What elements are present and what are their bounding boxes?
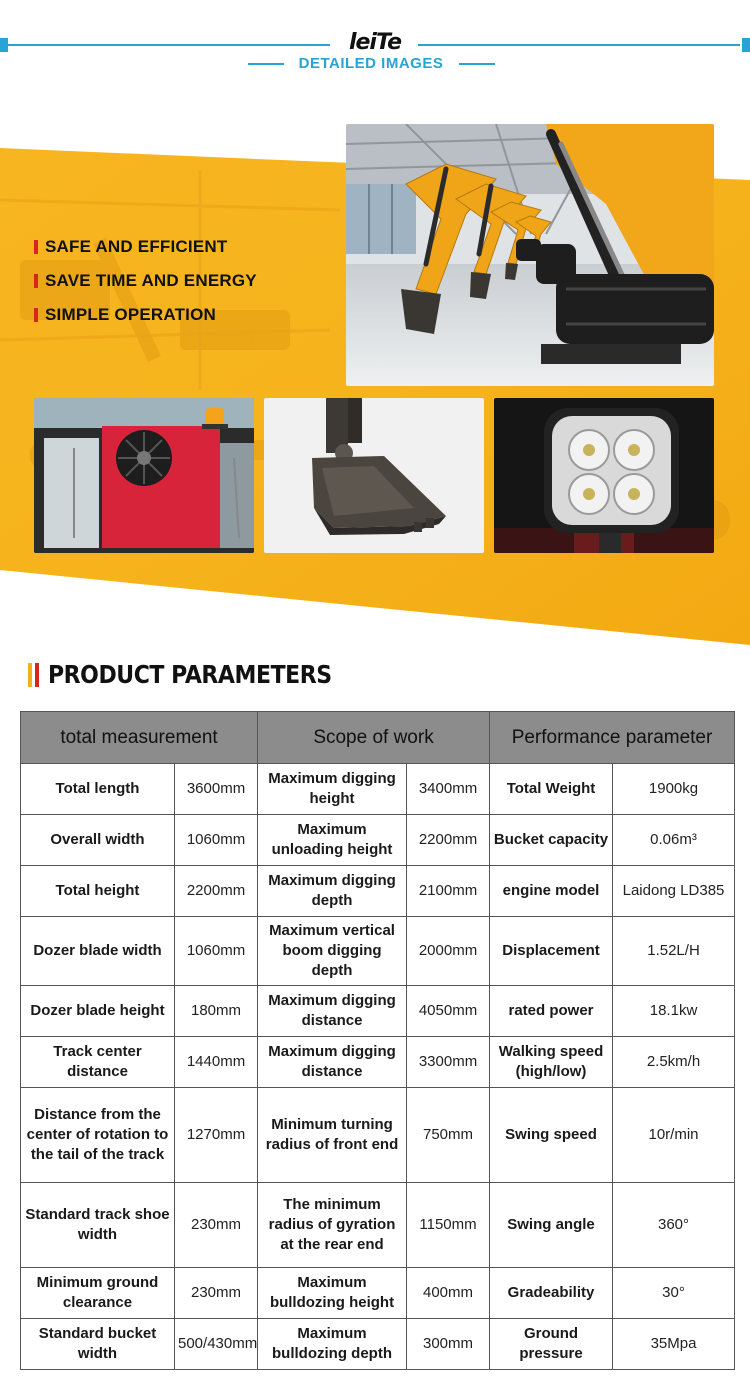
- table-cell: engine model: [490, 866, 613, 917]
- table-row: [21, 1319, 735, 1370]
- table-cell: 1150mm: [407, 1183, 490, 1268]
- feature-item: [34, 230, 324, 264]
- table-cell: Minimum ground clearance: [21, 1268, 175, 1319]
- heading-bar-yellow: [28, 663, 32, 687]
- table-cell: 1060mm: [175, 917, 258, 986]
- table-cell: 1060mm: [175, 815, 258, 866]
- table-cell: 10r/min: [613, 1088, 735, 1183]
- table-cell: Walking speed (high/low): [490, 1037, 613, 1088]
- feature-marker: [34, 308, 38, 322]
- table-cell: 2200mm: [407, 815, 490, 866]
- table-cell: Maximum bulldozing depth: [258, 1319, 407, 1370]
- header-scope-of-work: Scope of work: [258, 712, 490, 764]
- header-line-right: [418, 44, 740, 46]
- work-light-photo: [494, 398, 714, 553]
- feature-text: SAVE TIME AND ENERGY: [45, 271, 257, 290]
- table-cell: Swing angle: [490, 1183, 613, 1268]
- table-cell: Total Weight: [490, 764, 613, 815]
- table-cell: Maximum digging height: [258, 764, 407, 815]
- table-cell: 1.52L/H: [613, 917, 735, 986]
- feature-text: SAFE AND EFFICIENT: [45, 237, 228, 256]
- table-cell: Total height: [21, 866, 175, 917]
- header-line-cap-left: [0, 38, 8, 52]
- table-cell: 1270mm: [175, 1088, 258, 1183]
- table-cell: Standard bucket width: [21, 1319, 175, 1370]
- feature-item: [34, 264, 324, 298]
- table-cell: 180mm: [175, 986, 258, 1037]
- table-cell: 1900kg: [613, 764, 735, 815]
- table-cell: Track center distance: [21, 1037, 175, 1088]
- table-cell: 3300mm: [407, 1037, 490, 1088]
- table-row: [21, 1268, 735, 1319]
- feature-item: [34, 298, 324, 332]
- table-cell: 750mm: [407, 1088, 490, 1183]
- table-cell: 230mm: [175, 1268, 258, 1319]
- table-cell: 2200mm: [175, 866, 258, 917]
- table-cell: Maximum digging distance: [258, 986, 407, 1037]
- table-cell: Ground pressure: [490, 1319, 613, 1370]
- table-cell: 0.06m³: [613, 815, 735, 866]
- table-cell: Gradeability: [490, 1268, 613, 1319]
- table-cell: Bucket capacity: [490, 815, 613, 866]
- table-cell: 2.5km/h: [613, 1037, 735, 1088]
- table-cell: 1440mm: [175, 1037, 258, 1088]
- table-cell: Laidong LD385: [613, 866, 735, 917]
- table-cell: 3600mm: [175, 764, 258, 815]
- table-cell: 300mm: [407, 1319, 490, 1370]
- bucket-photo: [264, 398, 484, 553]
- brand-logo: leiTe: [348, 30, 402, 55]
- table-cell: Total length: [21, 764, 175, 815]
- table-cell: 400mm: [407, 1268, 490, 1319]
- table-cell: Standard track shoe width: [21, 1183, 175, 1268]
- header-total-measurement: total measurement: [21, 712, 258, 764]
- table-row: [21, 1037, 735, 1088]
- table-cell: 360°: [613, 1183, 735, 1268]
- table-cell: 3400mm: [407, 764, 490, 815]
- table-cell: 30°: [613, 1268, 735, 1319]
- parameters-table: [20, 711, 735, 1370]
- feature-marker: [34, 240, 38, 254]
- section-subtitle: DETAILED IMAGES: [298, 55, 444, 72]
- table-cell: 35Mpa: [613, 1319, 735, 1370]
- table-cell: 500/430mm: [175, 1319, 258, 1370]
- table-cell: 2000mm: [407, 917, 490, 986]
- product-parameters-heading: [28, 660, 370, 689]
- table-row: [21, 1088, 735, 1183]
- table-cell: rated power: [490, 986, 613, 1037]
- table-row: [21, 1183, 735, 1268]
- header-line-cap-right: [742, 38, 750, 52]
- header-performance-parameter: Performance parameter: [490, 712, 735, 764]
- heading-bar-red: [35, 663, 39, 687]
- feature-marker: [34, 274, 38, 288]
- feature-text: SIMPLE OPERATION: [45, 305, 217, 324]
- subtitle-line-left: [248, 63, 284, 65]
- air-conditioner-photo: [34, 398, 254, 553]
- table-cell: Maximum digging depth: [258, 866, 407, 917]
- table-cell: Overall width: [21, 815, 175, 866]
- heading-text: PRODUCT PARAMETERS: [48, 660, 332, 689]
- table-cell: Displacement: [490, 917, 613, 986]
- table-cell: Maximum digging distance: [258, 1037, 407, 1088]
- header-line-left: [8, 44, 330, 46]
- table-cell: 4050mm: [407, 986, 490, 1037]
- table-cell: Maximum bulldozing height: [258, 1268, 407, 1319]
- table-row: [21, 764, 735, 815]
- table-row: [21, 917, 735, 986]
- factory-excavators-photo: [346, 124, 714, 386]
- table-cell: 18.1kw: [613, 986, 735, 1037]
- table-row: [21, 986, 735, 1037]
- table-cell: Maximum vertical boom digging depth: [258, 917, 407, 986]
- table-cell: Maximum unloading height: [258, 815, 407, 866]
- table-cell: Swing speed: [490, 1088, 613, 1183]
- table-cell: Dozer blade height: [21, 986, 175, 1037]
- subtitle-line-right: [459, 63, 495, 65]
- table-row: [21, 815, 735, 866]
- table-cell: 230mm: [175, 1183, 258, 1268]
- table-cell: 2100mm: [407, 866, 490, 917]
- table-cell: Dozer blade width: [21, 917, 175, 986]
- table-row: [21, 866, 735, 917]
- table-cell: Distance from the center of rotation to the tail of the track: [21, 1088, 175, 1183]
- table-cell: The minimum radius of gyration at the rear end: [258, 1183, 407, 1268]
- feature-list: [34, 230, 324, 332]
- table-header-row: [21, 712, 735, 764]
- table-cell: Minimum turning radius of front end: [258, 1088, 407, 1183]
